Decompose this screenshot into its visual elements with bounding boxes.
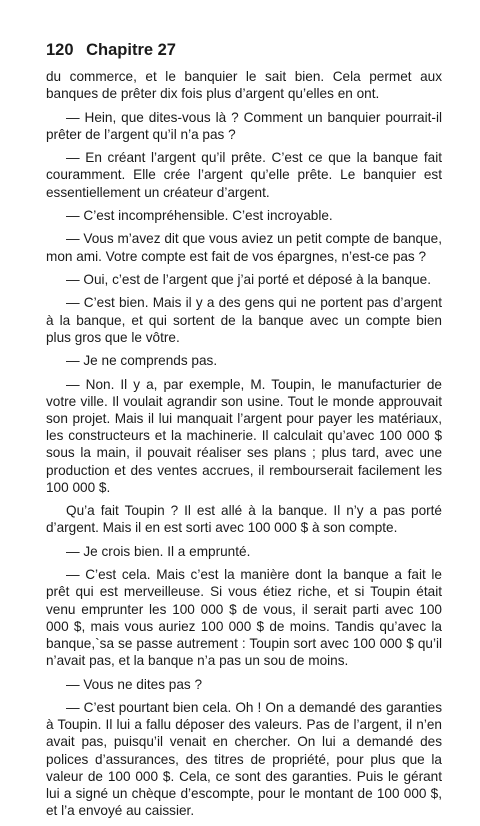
paragraph: Qu’a fait Toupin ? Il est allé à la banque. Il n’y a pas porté d’argent. Mais il en est sorti avec 100 000 $ à son compte. — [46, 503, 442, 536]
paragraph: — Je ne comprends pas. — [66, 353, 218, 369]
page-number: 120 — [46, 41, 74, 59]
page-header — [46, 40, 442, 60]
paragraph: — C’est bien. Mais il y a des gens qui ne portent pas d’argent à la banque, et qui sortent de la banque avec un compte bien plus gros que le vôtre. — [46, 295, 442, 345]
paragraph: — C’est pourtant bien cela. Oh ! On a demandé des garanties à Toupin. Il lui a fallu déposer des valeurs. Pas de l’argent, il n’en avait pas, puisqu’il venait en chercher. On lui a demandé des polices d’assurances, des titres de propriété, pour plus que la valeur de 100 000 $. Cela, ce sont des garanties. Puis le gérant lui a signé un chèque d’escompte, pour le montant de 100 000 $, et l’a envoyé au caissier. — [46, 699, 442, 819]
paragraph: — Je crois bien. Il a emprunté. — [66, 543, 251, 559]
paragraph: — Vous ne dites pas ? — [66, 676, 203, 692]
book-page — [46, 40, 442, 826]
paragraph: du commerce, et le banquier le sait bien. Cela permet aux banques de prêter dix fois plus d’argent qu’elles en ont. — [46, 69, 442, 102]
paragraph: — Hein, que dites-vous là ? Comment un banquier pourrait-il prêter de l’argent qu’il n’a pas ? — [46, 109, 442, 142]
paragraph: — C’est incompréhensible. C’est incroyable. — [66, 207, 333, 223]
paragraph: — En créant l’argent qu’il prête. C’est ce que la banque fait couramment. Elle crée l’argent qu’elle prête. Le banquier est essentiellement un créateur d’argent. — [46, 150, 442, 200]
paragraph: — Oui, c’est de l’argent que j’ai porté et déposé à la banque. — [66, 271, 432, 287]
paragraph: — C’est cela. Mais c’est la manière dont la banque a fait le prêt qui est merveilleuse. Si vous étiez riche, et si Toupin était venu emprunter les 100 000 $ de vous, il serait parti avec 100 000 $, mais vous auriez 100 000 $ de moins. Tandis qu’avec la banque,`sa se passe autrement : Toupin sort avec 100 000 $ qu’il n’avait pas, et la banque n’a pas un sou de moins. — [46, 567, 442, 669]
paragraph: — Vous m’avez dit que vous aviez un petit compte de banque, mon ami. Votre compte est fait de vos épargnes, n’est-ce pas ? — [46, 231, 442, 264]
paragraph: — Non. Il y a, par exemple, M. Toupin, le manufacturier de votre ville. Il voulait agrandir son usine. Tout le monde approuvait son projet. Mais il lui manquait l’argent pour payer les matériaux, les constructeurs et la machinerie. Il calculait qu’avec 100 000 $ sous la main, il pouvait réaliser ses plans ; plus tard, avec une production et des ventes accrues, il rembourserait facilement les 100 000 $. — [46, 376, 442, 495]
chapter-title: Chapitre 27 — [86, 41, 176, 59]
